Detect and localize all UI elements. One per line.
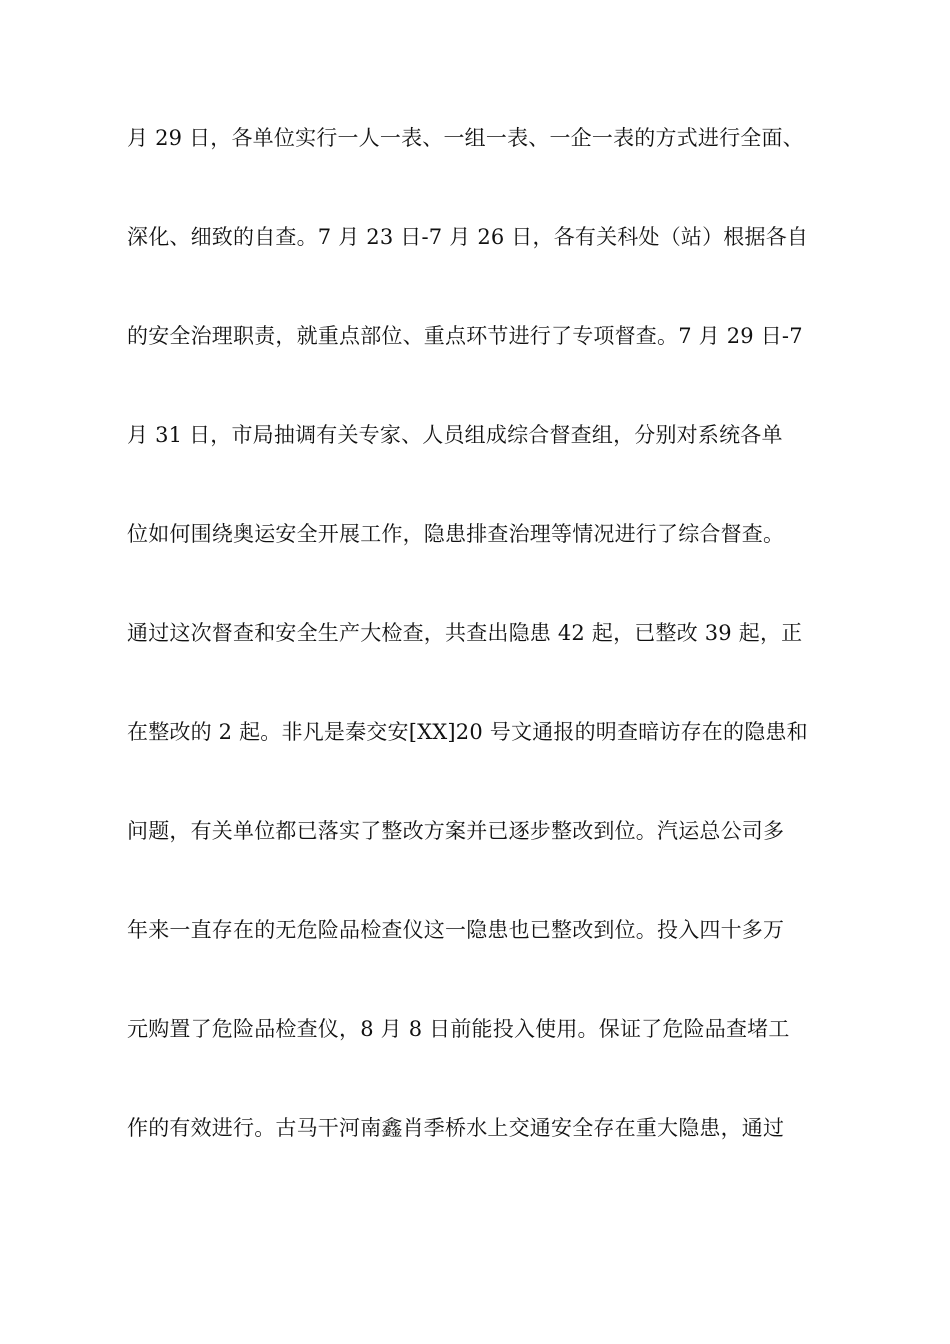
text-line-1: 月 29 日，各单位实行一人一表、一组一表、一企一表的方式进行全面、	[127, 126, 804, 150]
text-line-2: 深化、细致的自查。7 月 23 日-7 月 26 日，各有关科处（站）根据各自	[127, 225, 809, 249]
text-line-4: 月 31 日，市局抽调有关专家、人员组成综合督查组，分别对系统各单	[127, 423, 783, 447]
text-line-6: 通过这次督查和安全生产大检查，共查出隐患 42 起，已整改 39 起，正	[127, 621, 803, 645]
text-line-10: 元购置了危险品检查仪，8 月 8 日前能投入使用。保证了危险品查堵工	[127, 1017, 790, 1041]
text-line-8: 问题，有关单位都已落实了整改方案并已逐步整改到位。汽运总公司多	[127, 819, 785, 843]
text-line-7: 在整改的 2 起。非凡是秦交安[XX]20 号文通报的明查暗访存在的隐患和	[127, 720, 808, 744]
document-body	[127, 115, 847, 1204]
text-line-11: 作的有效进行。古马干河南鑫肖季桥水上交通安全存在重大隐患，通过	[127, 1116, 785, 1140]
text-line-3: 的安全治理职责，就重点部位、重点环节进行了专项督查。7 月 29 日-7	[127, 324, 803, 348]
text-line-5: 位如何围绕奥运安全开展工作，隐患排查治理等情况进行了综合督查。	[127, 522, 785, 546]
text-line-9: 年来一直存在的无危险品检查仪这一隐患也已整改到位。投入四十多万	[127, 918, 785, 942]
